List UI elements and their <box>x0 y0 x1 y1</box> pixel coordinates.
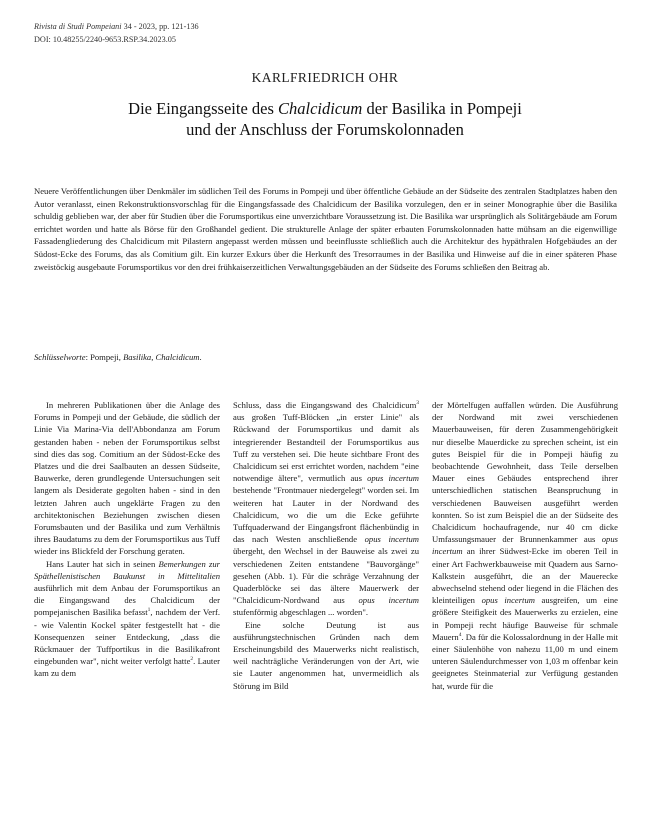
title-text: Die Eingangsseite des <box>128 99 279 118</box>
keywords <box>34 351 202 363</box>
keyword: Basilika <box>123 352 152 362</box>
journal-citation <box>34 20 199 33</box>
term: opus incertum <box>358 595 419 606</box>
text: . Lauter kam zu dem <box>34 656 220 679</box>
text: ausführlich mit dem Anbau der Forumsportikus an die Eingangswand des Chalcidicum der pompejanischen Basilika befasst <box>34 583 220 618</box>
keyword: Pompeji, <box>90 352 124 362</box>
body-column-1 <box>34 399 220 680</box>
text: Schluss, dass die Eingangswand des Chalcidicum <box>233 400 417 410</box>
keywords-label: Schlüsselworte <box>34 352 86 362</box>
abstract: Neuere Veröffentlichungen über Denkmäler im südlichen Teil des Forums in Pompeji und über öffentliche Gebäude an der Südseite des zentralen Stadtplatzes haben den Autor veranlasst, einen Rekonstruktionsvorschlag für die Eingangsfassade des Chalcidicum der Basilika vorzulegen, den er in seiner Monographie über die Basilika schuldig geblieben war, der aber für Studien über die Forumsportikus eine unverzichtbare Voraussetzung ist. Die Basilika war ursprünglich als Solitärgebäude am Forum errichtet worden und hatte als Börse für den Großhandel gedient. Die strukturelle Anlage der später erbauten Forumskolonnaden hatte mühsam an die eigenwillige Fassadengliederung des Chalcidicum mit Pilastern angepasst werden müssen und beeinflusste schließlich auch die Architektur des hypäthralen Hofgebäudes an der Südost-Ecke des Forums, das als Comitium gilt. Ein kurzer Exkurs über die Herkunft des Tresorraumes in der Basilika und Hinweise auf die in einer späteren Phase zweistöckig ausgebaute Forumsportikus vor den drei frühkaiserzeitlichen Verwaltungsgebäuden an der Südseite des Forums schließen den Beitrag ab. <box>34 186 617 272</box>
body-column-2 <box>233 399 419 692</box>
text: der Mörtelfugen auffallen würden. Die Ausführung der Nordwand mit zwei verschiedenen Mauerbauweisen, für deren Zusammengehörigkeit nur dieselbe Mauerdicke zu sprechen scheint, ist ein gutes Beispiel für die in Pompeji häufig zu beobachtende Gewohnheit, dass Teile derselben Mauer eines Gebäudes entsprechend ihrer unterschiedlichen statischen Beanspruchung in verschiedenen Bauweisen ausgeführt werden konnten. So ist zum Beispiel die an der Südseite des Chalcidicum hochaufragende, nur 40 cm dicke Umfassungsmauer der Brunnenkammer aus <box>432 400 618 545</box>
paragraph <box>432 399 618 692</box>
paragraph <box>34 558 220 680</box>
doi: DOI: 10.48255/2240-9653.RSP.34.2023.05 <box>34 35 176 44</box>
keyword: Chalcidicum <box>155 352 200 362</box>
text: , nachdem der Verf. - wie Valentin Kockel später festgestellt hat - die Konsequenzen seiner Entdeckung, „dass die Rückmauer der Tuffportikus in die Basilikafront eingebunden war", nicht weiter verfolgt hatte <box>34 607 220 667</box>
text: stufenförmig abgeschlagen ... worden". <box>233 607 368 618</box>
term: opus incertum <box>432 534 618 557</box>
footnote-ref[interactable]: 3 <box>416 400 419 407</box>
paragraph: Eine solche Deutung ist aus ausführungstechnischen Gründen nach dem Erscheinungsbild des Mauerwerks nicht realistisch, weil nachträgliche Veränderungen von der Art, wie sie Lauter angenommen hat, unvermeidlich als Störung im Bild <box>233 619 419 691</box>
text: Hans Lauter hat sich in seinen <box>46 558 159 569</box>
keyword-end: . <box>199 352 202 362</box>
keywords-separator: : <box>85 352 91 362</box>
footnote-ref[interactable]: 2 <box>190 656 194 663</box>
term: opus incertum <box>364 534 419 545</box>
paragraph <box>233 399 419 619</box>
footnote-ref[interactable]: 4 <box>458 632 462 638</box>
term: opus incertum <box>367 473 420 484</box>
keyword-separator: , <box>151 352 156 362</box>
title-line-1 <box>60 98 590 119</box>
journal-header <box>34 20 199 46</box>
paragraph: In mehreren Publikationen über die Anlage des Forums in Pompeji und der Gebäude, die südlich der Linie Via Marina-Via dell'Abbondanza am Forum gestanden haben - neben der Forumsportikus selbst sind dies das sog. Comitium an der Südost-Ecke des Platzes und die drei Saalbauten an dessen Südseite, Bauwerke, deren grundlegende Untersuchungen seit langem als Desiderate gegolten haben - sind in den letzten Jahren auch ungeklärte Fragen zu den architektonischen Beziehungen zwischen diesen Forumsbauten und der Basilika und zum Verhältnis ihres Baudatums zu dem der Forumsportikus aus Tuff wieder ins Blickfeld der Forschung geraten. <box>34 400 220 557</box>
text: aus großen Tuff-Blöcken „in erster Linie" als Rückwand der Forumsportikus und damit als integrierender Bestandteil der Forumsportikus aus Tuff zu verstehen sei. Die heute sichtbare Front des Chalcidicum sei erst errichtet worden, nachdem "eine notwendige ältere", vermutlich aus <box>233 412 419 484</box>
title-emphasis: Chalcidicum <box>278 99 363 118</box>
journal-issue: 34 - 2023, pp. 121-136 <box>121 22 199 31</box>
article-title <box>60 98 590 140</box>
title-line-2: und der Anschluss der Forumskolonnaden <box>186 120 464 139</box>
text: bestehende "Frontmauer niedergelegt" worden sei. Im weiteren hat Lauter in der Nordwand des Chalcidicum, wo die um die Ecke geführte Tuffquaderwand der Eingangsfront flächenbündig in das nach Westen anschließende <box>233 485 419 545</box>
term: opus incertum <box>481 595 535 606</box>
body-column-3 <box>432 399 618 692</box>
text: ausgreifen, um eine größere Steifigkeit des Mauerwerks zu erzielen, eine in Pompeji recht häufige Bauweise für schmale Mauern <box>432 595 618 642</box>
journal-name: Rivista di Studi Pompeiani <box>34 22 122 31</box>
title-text: der Basilika in Pompeji <box>362 99 522 118</box>
text: übergeht, den Wechsel in der Bauweise als zwei zu verschiedenen Zeiten entstandene "Bauvorgänge" gesehen (Abb. 1). Für die schräge Verzahnung der Quaderblöcke sei das ältere Mauerwerk der "Chalcidicum-Nordwand aus <box>233 546 419 606</box>
text: . Da für die Kolossalordnung in der Halle mit einer Säulenhöhe von nahezu 11,00 m und einem unteren Säulendurchmesser von 1,03 m offenbar kein geeignetes Steinmaterial zur Verfügung gestanden hat, wurde für die <box>432 631 618 691</box>
text: an ihrer Südwest-Ecke im oberen Teil in einer Art Fachwerkbauweise mit Quadern aus Sarno-Kalkstein ausgeführt, die an der Mauerecke abwechselnd stehend oder liegend in die Flächen des kleinteiligen <box>432 546 618 606</box>
footnote-ref[interactable]: 1 <box>147 607 151 614</box>
author-name: KARLFRIEDRICH OHR <box>251 70 399 85</box>
book-title: Bemerkungen zur Späthellenistischen Baukunst in Mittelitalien <box>34 558 220 581</box>
